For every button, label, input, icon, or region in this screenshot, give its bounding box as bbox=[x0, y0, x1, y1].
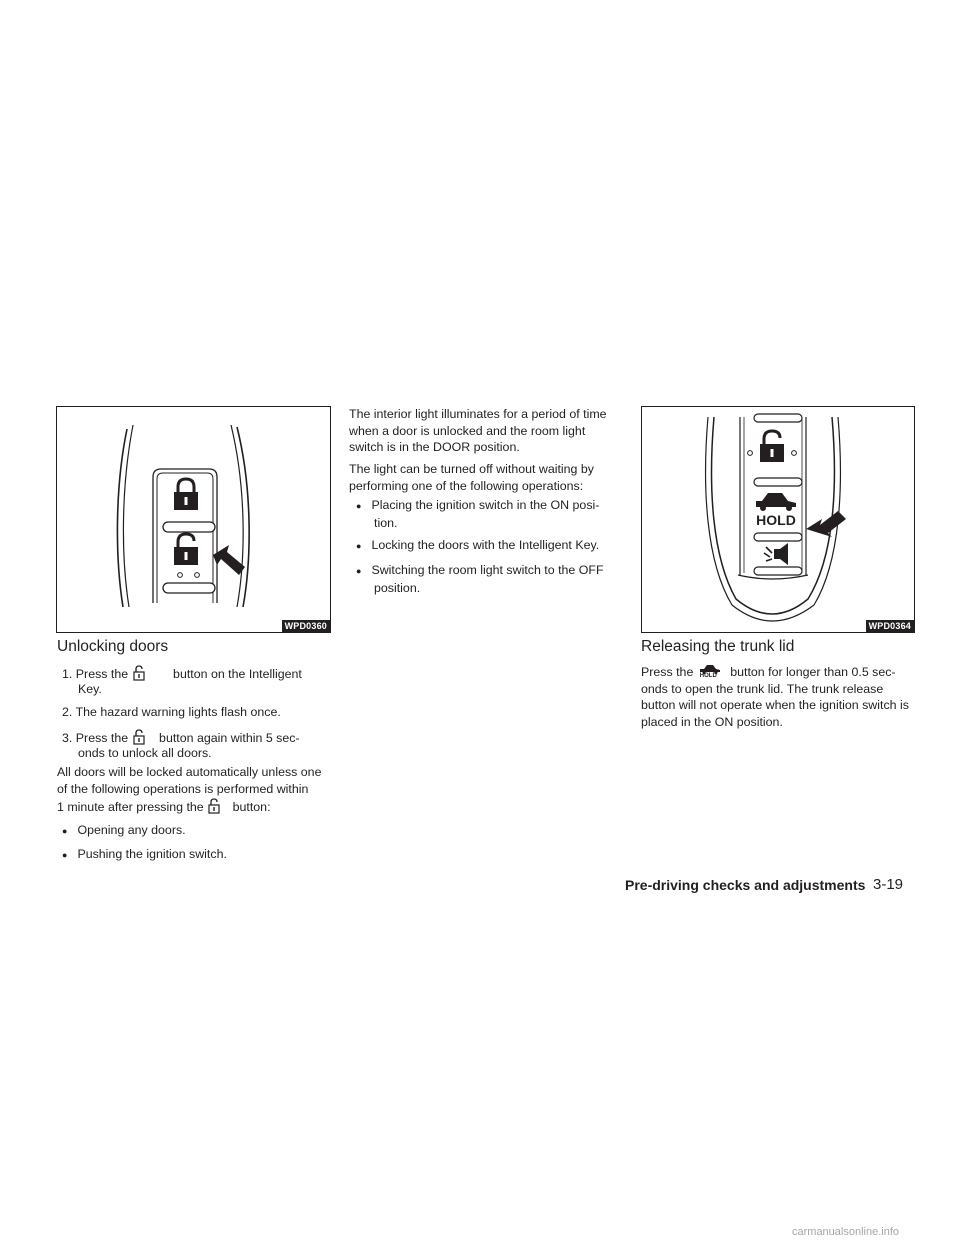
hold-label: HOLD bbox=[756, 512, 796, 528]
interior-light-paragraph-2 bbox=[349, 461, 625, 494]
section-heading-unlocking-doors: Unlocking doors bbox=[57, 638, 169, 655]
paragraph-line bbox=[57, 798, 332, 816]
interior-light-paragraph-1 bbox=[349, 406, 625, 456]
bullet-text: Placing the ignition switch in the ON posi- bbox=[371, 498, 600, 512]
bullet-text: Pushing the ignition switch. bbox=[77, 847, 227, 861]
bullet-item bbox=[356, 497, 626, 531]
paragraph-line: The interior light illuminates for a period of time bbox=[349, 407, 607, 421]
step-text: The hazard warning lights flash once. bbox=[75, 705, 281, 719]
trunk-car-icon bbox=[756, 493, 796, 511]
unlock-icon bbox=[132, 665, 146, 681]
bullet-item bbox=[62, 822, 186, 840]
trunk-hold-icon bbox=[697, 664, 723, 680]
paragraph-text: button: bbox=[232, 800, 271, 814]
paragraph-line: placed in the ON position. bbox=[641, 714, 783, 729]
key-fob-trunk-illustration bbox=[642, 407, 914, 632]
watermark: carmanualsonline.info bbox=[792, 1226, 900, 1238]
lock-icon bbox=[174, 479, 198, 510]
pointer-arrow-icon bbox=[806, 511, 846, 537]
figure-code: WPD0364 bbox=[866, 620, 914, 632]
horn-icon bbox=[764, 543, 788, 565]
step-1-cont: Key. bbox=[78, 682, 102, 696]
bullet-item bbox=[62, 846, 227, 864]
bullet-text: Locking the doors with the Intelligent Key. bbox=[371, 538, 600, 552]
paragraph-line: switch is in the DOOR position. bbox=[349, 440, 520, 454]
bullet-text: position. bbox=[374, 580, 421, 595]
trunk-paragraph bbox=[641, 664, 916, 730]
step-number: 3. bbox=[62, 731, 73, 745]
key-fob-unlock-illustration bbox=[57, 407, 330, 632]
step-text: button on the Intelligent bbox=[173, 667, 302, 681]
paragraph-line: onds to open the trunk lid. The trunk release bbox=[641, 681, 884, 696]
step-text: button again within 5 sec- bbox=[159, 731, 300, 745]
section-heading-releasing-trunk-lid: Releasing the trunk lid bbox=[641, 638, 795, 655]
paragraph-line: The light can be turned off without waiting by bbox=[349, 462, 594, 476]
paragraph-line: when a door is unlocked and the room light bbox=[349, 423, 586, 438]
bullet-item bbox=[356, 537, 626, 555]
unlock-icon bbox=[207, 798, 221, 814]
unlock-icon bbox=[132, 729, 146, 745]
paragraph-line bbox=[641, 664, 916, 681]
lock-icon bbox=[760, 431, 784, 462]
bullet-icon: ● bbox=[356, 541, 362, 551]
step-2 bbox=[62, 704, 281, 721]
step-number: 2. bbox=[62, 705, 73, 719]
paragraph-line: button will not operate when the ignition switch is bbox=[641, 698, 909, 712]
figure-trunk-key bbox=[641, 406, 915, 633]
bullet-item bbox=[356, 562, 626, 596]
paragraph-line: All doors will be locked automatically unless one bbox=[57, 765, 322, 779]
bullet-icon: ● bbox=[356, 566, 362, 576]
unlock-icon bbox=[174, 534, 198, 565]
bullet-text: tion. bbox=[374, 515, 398, 530]
paragraph-text: button for longer than 0.5 sec- bbox=[730, 665, 896, 679]
auto-lock-paragraph bbox=[57, 764, 332, 816]
step-1 bbox=[62, 665, 330, 683]
footer-section-title: Pre-driving checks and adjustments bbox=[625, 877, 866, 893]
bullet-text: Opening any doors. bbox=[77, 823, 186, 837]
bullet-icon: ● bbox=[62, 850, 68, 860]
step-number: 1. bbox=[62, 667, 73, 681]
bullet-icon: ● bbox=[356, 501, 362, 511]
pointer-arrow-icon bbox=[213, 545, 245, 575]
trunk-hold-icon-label: HOLD bbox=[699, 673, 717, 679]
step-text: Press the bbox=[75, 667, 129, 681]
step-3 bbox=[62, 729, 330, 747]
paragraph-line: of the following operations is performed within bbox=[57, 781, 309, 796]
paragraph-text: Press the bbox=[641, 665, 694, 679]
paragraph-line: performing one of the following operations: bbox=[349, 478, 584, 493]
step-text: Press the bbox=[75, 731, 129, 745]
figure-unlock-key bbox=[56, 406, 331, 633]
bullet-icon: ● bbox=[62, 826, 68, 836]
step-3-cont: onds to unlock all doors. bbox=[78, 746, 212, 760]
paragraph-text: 1 minute after pressing the bbox=[57, 800, 204, 814]
bullet-text: Switching the room light switch to the OFF bbox=[371, 563, 604, 577]
footer-page-number: 3-19 bbox=[873, 876, 904, 893]
figure-code: WPD0360 bbox=[282, 620, 330, 632]
